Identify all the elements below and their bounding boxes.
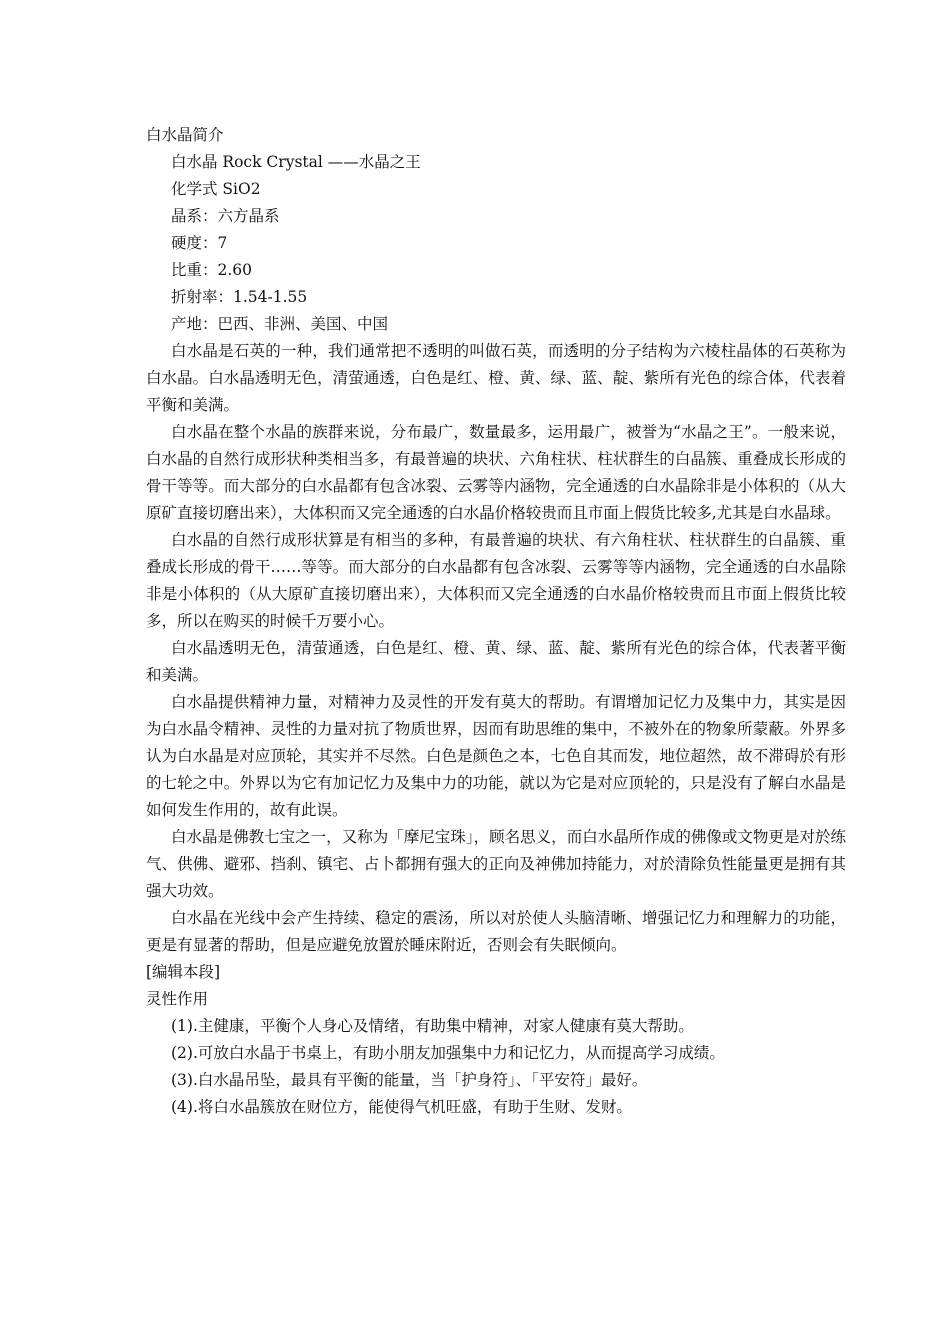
paragraph: 白水晶提供精神力量，对精神力及灵性的开发有莫大的帮助。有谓增加记忆力及集中力，其实是因为白水晶令精神、灵性的力量对抗了物质世界，因而有助思维的集中，不被外在的物象所蒙蔽。外界多认为白水晶是对应顶轮，其实并不尽然。白色是颜色之本，七色自其而发，地位超然，故不滞碍於有形的七轮之中。外界以为它有加记忆力及集中力的功能，就以为它是对应顶轮的，只是没有了解白水晶是如何发生作用的，故有此误。 (146, 693, 846, 819)
fact-formula: 化学式 SiO2 (171, 180, 261, 198)
fact-name: 白水晶 Rock Crystal ——水晶之王 (171, 153, 421, 171)
list-item: (3).白水晶吊坠，最具有平衡的能量，当「护身符」、「平安符」最好。 (171, 1071, 648, 1089)
edit-section-link[interactable]: [编辑本段] (146, 963, 221, 981)
fact-origin: 产地：巴西、非洲、美国、中国 (171, 315, 389, 333)
document-page (146, 122, 846, 1121)
fact-refractive-index: 折射率：1.54-1.55 (171, 288, 308, 306)
list-item: (4).将白水晶簇放在财位方，能使得气机旺盛，有助于生财、发财。 (171, 1098, 632, 1116)
section-title: 灵性作用 (146, 990, 209, 1008)
paragraph: 白水晶透明无色，清萤通透，白色是红、橙、黄、绿、蓝、靛、紫所有光色的综合体，代表著平衡和美满。 (146, 639, 846, 684)
doc-title: 白水晶简介 (146, 126, 224, 144)
paragraph: 白水晶的自然行成形状算是有相当的多种，有最普遍的块状、有六角柱状、柱状群生的白晶簇、重叠成长形成的骨干……等等。而大部分的白水晶都有包含冰裂、云雾等等内涵物，完全通透的白水晶除非是小体积的（从大原矿直接切磨出来），大体积而又完全通透的白水晶价格较贵而且市面上假货比较多，所以在购买的时候千万要小心。 (146, 531, 846, 630)
list-item: (1).主健康，平衡个人身心及情绪，有助集中精神，对家人健康有莫大帮助。 (171, 1017, 694, 1035)
paragraph: 白水晶在整个水晶的族群来说，分布最广，数量最多，运用最广，被誉为“水晶之王”。一般来说，白水晶的自然行成形状种类相当多，有最普遍的块状、六角柱状、柱状群生的白晶簇、重叠成长形成的骨干等等。而大部分的白水晶都有包含冰裂、云雾等内涵物，完全通透的白水晶除非是小体积的（从大原矿直接切磨出来），大体积而又完全通透的白水晶价格较贵而且市面上假货比较多,尤其是白水晶球。 (146, 423, 846, 522)
fact-hardness: 硬度：7 (171, 234, 228, 252)
paragraph: 白水晶在光线中会产生持续、稳定的震汤，所以对於使人头脑清晰、增强记忆力和理解力的功能，更是有显著的帮助，但是应避免放置於睡床附近，否则会有失眠倾向。 (146, 909, 846, 954)
fact-specific-gravity: 比重：2.60 (171, 261, 253, 279)
fact-crystal-system: 晶系：六方晶系 (171, 207, 280, 225)
paragraph: 白水晶是佛教七宝之一，又称为「摩尼宝珠」，顾名思义，而白水晶所作成的佛像或文物更是对於练气、供佛、避邪、挡刹、镇宅、占卜都拥有强大的正向及神佛加持能力，对於清除负性能量更是拥有其强大功效。 (146, 828, 846, 900)
paragraph: 白水晶是石英的一种，我们通常把不透明的叫做石英，而透明的分子结构为六棱柱晶体的石英称为白水晶。白水晶透明无色，清萤通透，白色是红、橙、黄、绿、蓝、靛、紫所有光色的综合体，代表着平衡和美满。 (146, 342, 846, 414)
list-item: (2).可放白水晶于书桌上，有助小朋友加强集中力和记忆力，从而提高学习成绩。 (171, 1044, 725, 1062)
